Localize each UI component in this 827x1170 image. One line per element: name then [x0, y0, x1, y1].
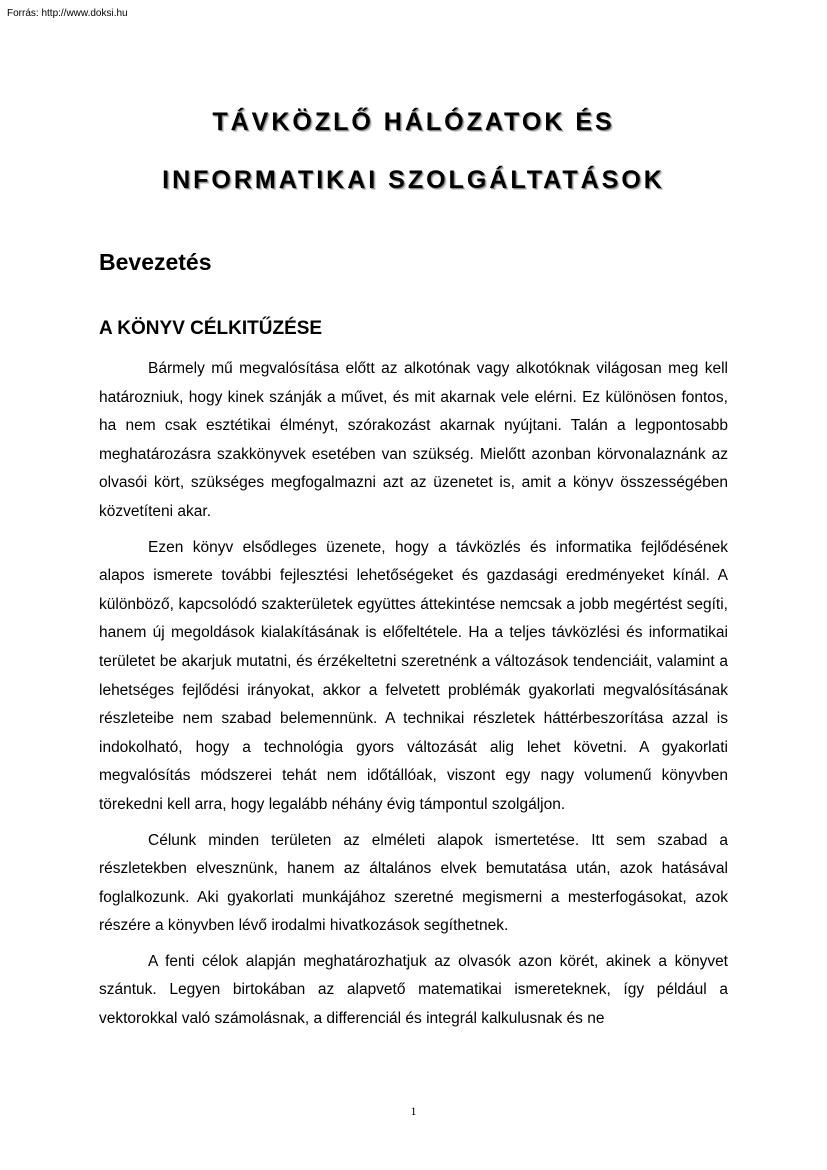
- subsection-heading: A KÖNYV CÉLKITŰZÉSE: [99, 318, 323, 339]
- page-number: 1: [410, 1104, 417, 1118]
- source-note: Forrás: http://www.doksi.hu: [7, 8, 128, 19]
- paragraph-1: Bármely mű megvalósítása előtt az alkotónak vagy alkotóknak világosan meg kell határozniuk, hogy kinek szánják a művet, és mit akarnak vele elérni. Ez különösen fontos, ha nem csak esztétikai élményt, szórakozást akarnak nyújtani. Talán a legpontosabb meghatározásra szakkönyvek esetében van szükség. Mielőtt azonban körvonalaznánk az olvasói kört, szükséges megfogalmazni azt az üzenetet is, amit a könyv összességében közvetíteni akar.: [99, 360, 728, 520]
- document-title-line-2: INFORMATIKAI SZOLGÁLTATÁSOK: [162, 166, 665, 194]
- section-heading: Bevezetés: [99, 249, 212, 275]
- paragraph-3: Célunk minden területen az elméleti alapok ismertetése. Itt sem szabad a részletekben elvesznünk, hanem az általános elvek bemutatása után, azok hatásával foglalkozunk. Aki gyakorlati munkájához szeretné megismerni a mesterfogásokat, azok részére a könyvben lévő irodalmi hivatkozások segíthetnek.: [99, 831, 728, 935]
- paragraph-2: Ezen könyv elsődleges üzenete, hogy a távközlés és informatika fejlődésének alapos ismerete további fejlesztési lehetőségeket és gazdasági eredményeket kínál. A különböző, kapcsolódó szakterületek együttes áttekintése nemcsak a jobb megértést segíti, hanem új megoldások kialakításának is előfeltétele. Ha a teljes távközlési és informatikai területet be akarjuk mutatni, és érzékeltetni szeretnénk a változások tendenciáit, valamint a lehetséges fejlődési irányokat, akkor a felvetett problémák gyakorlati megvalósításának részleteibe nem szabad belemennünk. A technikai részletek háttérbeszorítása azzal is indokolható, hogy a technológia gyors változását alig lehet követni. A gyakorlati megvalósítás módszerei tehát nem időtállóak, viszont egy nagy volumenű könyvben törekedni kell arra, hogy legalább néhány évig támpontul szolgáljon.: [99, 538, 728, 813]
- document-title-line-1: TÁVKÖZLŐ HÁLÓZATOK ÉS: [212, 108, 615, 136]
- body-text: [99, 355, 728, 1041]
- paragraph-4: A fenti célok alapján meghatározhatjuk az olvasók azon körét, akinek a könyvet szántuk. Legyen birtokában az alapvető matematikai ismereteknek, így például a vektorokkal való számolásnak, a differenciál és integrál kalkulusnak és ne: [99, 952, 728, 1028]
